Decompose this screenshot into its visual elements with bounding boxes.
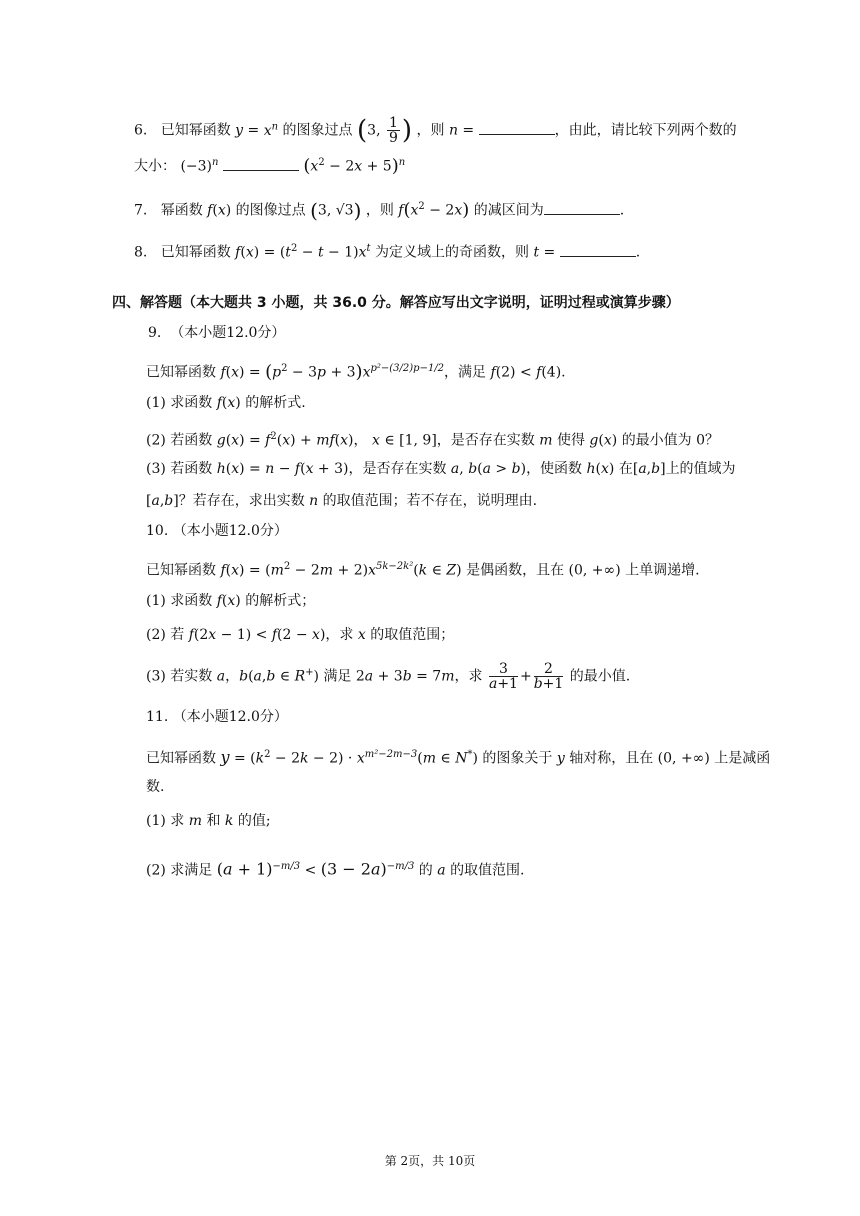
- problem-number: 8.: [134, 244, 148, 261]
- question-9-stem: 已知幂函数 $f(x) = (p^2 - 3p + 3)x^{p^2-(3/2)p-1/2}$，满足 f(2) < f(4).: [146, 361, 566, 383]
- question-11-part-1: (1) 求 m 和 k 的值;: [146, 813, 271, 829]
- page-footer: 第 2页，共 10页: [384, 1154, 476, 1168]
- question-9-part-3-line-1: (3) 若函数 h(x) = n − f(x + 3)，是否存在实数 a, b(a > b)，使函数 h(x) 在[a,b]上的值域为: [146, 461, 736, 477]
- problem-8: 8. 已知幂函数 $f(x) = (t^2 - t - 1)x^t$ 为定义域上的奇函数，则 t = .: [134, 243, 641, 261]
- question-9-part-1: (1) 求函数 f(x) 的解析式.: [146, 395, 306, 411]
- question-10-part-1: (1) 求函数 f(x) 的解析式；: [146, 593, 316, 609]
- question-11-title: 11. （本小题12.0分）: [146, 709, 288, 725]
- problem-6-line-1: 6. 已知幂函数 $y = x^n$ 的图象过点 (3, $\frac{1}{9}$ ) ，则 n = ，由此，请比较下列两个数的: [134, 115, 737, 147]
- question-10-part-3: (3) 若实数 a，b(a,b ∈ R+) 满足 2a + 3b = 7m，求 $\frac{3}{a+1}$ + $\frac{2}{b+1}$ 的最小值.: [146, 661, 631, 693]
- question-9-title: 9. （本小题12.0分）: [148, 325, 286, 341]
- question-11-stem-line-2: 数.: [146, 779, 165, 795]
- section-heading: 四、解答题（本大题共 3 小题，共 36.0 分。解答应写出文字说明，证明过程或演算步骤）: [112, 295, 680, 311]
- answer-blank[interactable]: [223, 156, 299, 171]
- question-10-title: 10. （本小题12.0分）: [146, 523, 288, 539]
- fraction: $\frac{1}{9}$: [388, 115, 398, 147]
- question-9-part-2: (2) 若函数 $g(x) = f^2(x) + mf(x)$， x ∈ [1, 9]，是否存在实数 m 使得 g(x) 的最小值为 0？: [146, 431, 720, 449]
- answer-blank[interactable]: [479, 120, 555, 135]
- problem-number: 7.: [134, 202, 148, 219]
- answer-blank[interactable]: [544, 200, 620, 215]
- fraction: $\frac{3}{a+1}$: [488, 661, 518, 693]
- question-10-part-2: (2) 若 f(2x − 1) < f(2 − x)，求 x 的取值范围；: [146, 627, 455, 643]
- math-expr: y: [235, 122, 244, 139]
- question-10-stem: 已知幂函数 $f(x) = (m^2 - 2m + 2)x^{5k-2k^2}(k$ ∈ Z) 是偶函数，且在 (0, +∞) 上单调递增.: [146, 561, 700, 579]
- question-9-part-3-line-2: [a,b]？若存在，求出实数 n 的取值范围；若不存在，说明理由.: [146, 493, 538, 509]
- problem-6-line-2: 大小： $(-3)^n$ $(x^2 - 2x + 5)^n$: [134, 155, 406, 177]
- problem-7: 7. 幂函数 f(x) 的图像过点 (3, √3) ，则 $f(x^2 - 2x)$ 的减区间为 .: [134, 198, 625, 223]
- problem-number: 6.: [134, 122, 148, 139]
- question-11-part-2: (2) 求满足 $(a + 1)^{-m/3} < (3 - 2a)^{-m/3}$ 的 a 的取值范围.: [146, 859, 525, 879]
- answer-blank[interactable]: [560, 242, 636, 257]
- fraction: $\frac{2}{b+1}$: [533, 661, 564, 693]
- question-11-stem-line-1: 已知幂函数 $y = (k^2 - 2k - 2) \cdot x^{m^2-2m-3}(m$ ∈ N*) 的图象关于 y 轴对称，且在 (0, +∞) 上是减函: [146, 747, 771, 767]
